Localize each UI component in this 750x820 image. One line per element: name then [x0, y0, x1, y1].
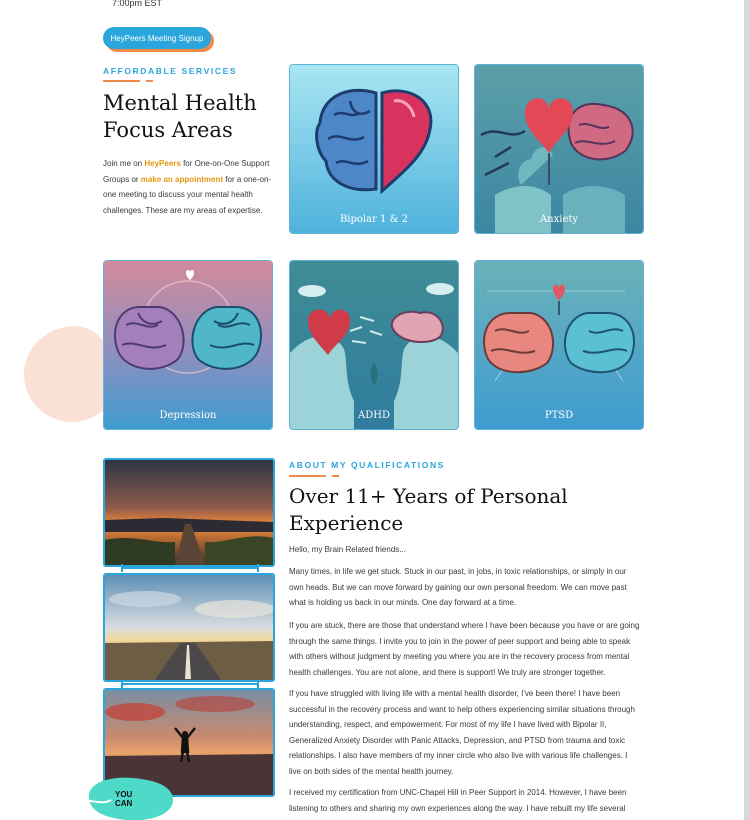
sticker-line: CAN	[115, 799, 133, 808]
boardwalk-sunset-photo	[103, 458, 275, 567]
paragraph-line: with others without judgment by meeting you where you are in the recovery process from mental	[289, 652, 630, 661]
paragraph-line: I received my certification from UNC-Chapel Hill in Peer Support in 2014. However, I have been	[289, 788, 627, 797]
services-intro	[103, 156, 283, 218]
adhd-illustration	[290, 261, 458, 429]
services-title	[103, 90, 257, 144]
card-ptsd[interactable]	[474, 260, 644, 430]
card-depression[interactable]	[103, 260, 273, 430]
qualifications-title-line1: Over 11+ Years of Personal	[289, 484, 568, 508]
services-eyebrow: AFFORDABLE SERVICES	[103, 66, 238, 76]
paragraph-line: through the same things. I invite you to join in the power of peer support and being able to speak	[289, 636, 631, 646]
road-sky-photo	[103, 573, 275, 682]
paragraph-line: Many times, in life we get stuck. Stuck in our past, in jobs, in toxic relationships, or simply in our	[289, 567, 627, 576]
card-label: PTSD	[544, 410, 574, 421]
paragraph-line: successful in the recovery process and want to help others experiencing similar situations through	[289, 704, 635, 714]
qualifications-eyebrow: ABOUT MY QUALIFICATIONS	[289, 460, 445, 470]
eyebrow-accent-dot	[146, 80, 153, 82]
paragraph-line: live on both sides of the mental health journey.	[289, 766, 454, 776]
paragraph-line: Generalized Anxiety Disorder with Panic Attacks, Depression, and PTSD from trauma and toxic	[289, 735, 626, 745]
appointment-link[interactable]: make an appointment	[140, 174, 224, 184]
bipolar-illustration	[290, 65, 458, 233]
paragraph-line: what is holding us back in our minds. One day forward at a time.	[289, 598, 517, 607]
paragraph-line: understanding, respect, and empowerment. For most of my life I have lived with Bipolar II,	[289, 720, 607, 729]
card-label: Bipolar 1 & 2	[339, 214, 409, 225]
depression-illustration	[104, 261, 272, 429]
intro-text: challenges. These are my areas of expertise.	[103, 205, 263, 215]
card-label: Depression	[159, 410, 217, 421]
card-adhd[interactable]	[289, 260, 459, 430]
paragraph-line: health challenges. You are not alone, and there is support! We truly are stronger together.	[289, 667, 606, 677]
card-bipolar[interactable]	[289, 64, 459, 234]
eyebrow-accent-dot	[332, 475, 339, 477]
photo-connector	[121, 564, 259, 572]
paragraph-line: If you have struggled with living life with a mental health disorder, I've been there! I have been	[289, 689, 621, 698]
intro-text: for a one-on-	[223, 174, 272, 184]
services-title-line1: Mental Health	[103, 91, 257, 115]
photo-connector	[121, 680, 259, 688]
card-anxiety[interactable]	[474, 64, 644, 234]
paragraph-1	[289, 564, 649, 611]
intro-text: Groups or	[103, 174, 141, 184]
qualifications-title-line2: Experience	[289, 511, 404, 535]
greeting-text: Hello, my Brain Related friends...	[289, 545, 406, 554]
eyebrow-accent	[103, 80, 140, 82]
qualifications-title	[289, 483, 568, 537]
heypeers-signup-button[interactable]: HeyPeers Meeting Signup	[103, 27, 211, 49]
you-can-text	[115, 790, 132, 808]
paragraph-line: If you are stuck, there are those that understand where I have been because you have or are going	[289, 621, 640, 630]
paragraph-line: relationships. I also have members of my inner circle who also live with various life challenges. I	[289, 751, 628, 760]
eyebrow-accent	[289, 475, 326, 477]
intro-text: Join me on	[103, 159, 145, 168]
paragraph-2	[289, 618, 649, 680]
sticker-line: YOU	[115, 790, 133, 799]
paragraph-4	[289, 785, 649, 816]
heypeers-link[interactable]: HeyPeers	[144, 159, 181, 168]
paragraph-line: listening to others and sharing my own experiences along the way. I have rebuilt my life several	[289, 803, 626, 813]
meeting-time: 7:00pm EST	[112, 0, 163, 8]
paragraph-line: own heads. But we can move forward by gaining our own personal freedom. We can move past	[289, 582, 627, 592]
anxiety-illustration	[475, 65, 643, 233]
intro-text: for One-on-One Support	[180, 159, 270, 168]
card-label: Anxiety	[539, 214, 579, 225]
page-scroll-rail[interactable]	[744, 0, 750, 820]
ptsd-illustration	[475, 261, 643, 429]
services-title-line2: Focus Areas	[103, 118, 233, 142]
intro-text: one meeting to discuss your mental health	[103, 190, 253, 199]
card-label: ADHD	[358, 410, 390, 421]
paragraph-3	[289, 686, 649, 779]
